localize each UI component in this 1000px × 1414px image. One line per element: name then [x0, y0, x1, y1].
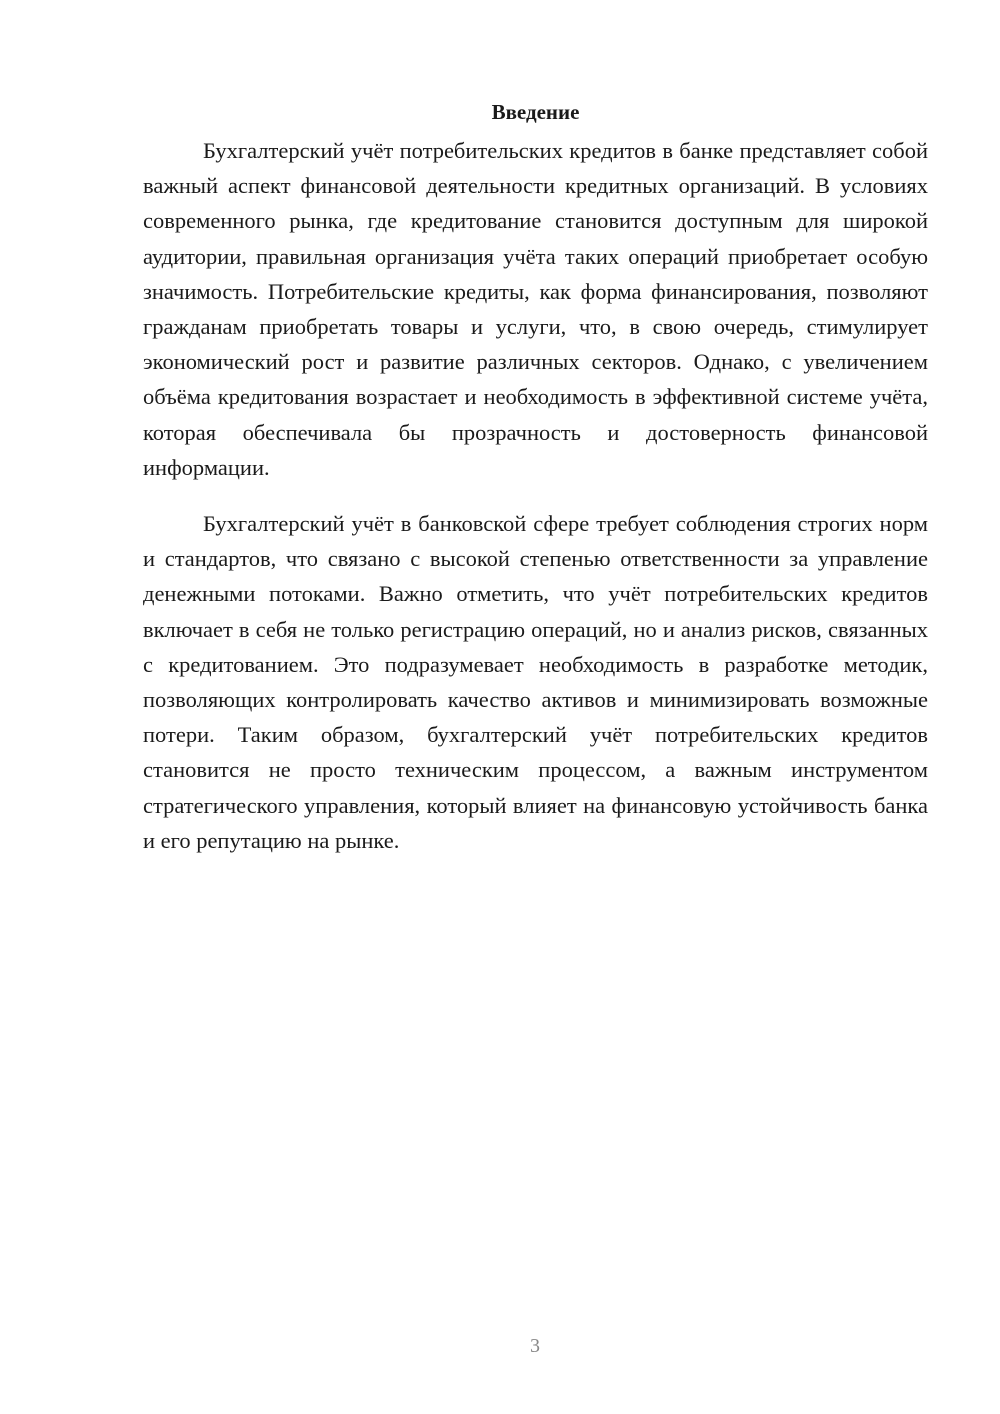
page-number: 3: [530, 1335, 540, 1357]
section-heading: Введение: [491, 100, 580, 124]
paragraph-1: Бухгалтерский учёт потребительских кредитов в банке представляет собой важный аспект финансовой деятельности кредитных организаций. В условиях современного рынка, где кредитование становится доступным для широкой аудитории, правильная организация учёта таких операций приобретает особую значимость. Потребительские кредиты, как форма финансирования, позволяют гражданам приобретать товары и услуги, что, в свою очередь, стимулирует экономический рост и развитие различных секторов. Однако, с увеличением объёма кредитования возрастает и необходимость в эффективной системе учёта, которая обеспечивала бы прозрачность и достоверность финансовой информации.: [143, 138, 928, 480]
page-content: [143, 98, 928, 858]
paragraph-2: Бухгалтерский учёт в банковской сфере требует соблюдения строгих норм и стандартов, что связано с высокой степенью ответственности за управление денежными потоками. Важно отметить, что учёт потребительских кредитов включает в себя не только регистрацию операций, но и анализ рисков, связанных с кредитованием. Это подразумевает необходимость в разработке методик, позволяющих контролировать качество активов и минимизировать возможные потери. Таким образом, бухгалтерский учёт потребительских кредитов становится не просто техническим процессом, а важным инструментом стратегического управления, который влияет на финансовую устойчивость банка и его репутацию на рынке.: [143, 511, 928, 853]
